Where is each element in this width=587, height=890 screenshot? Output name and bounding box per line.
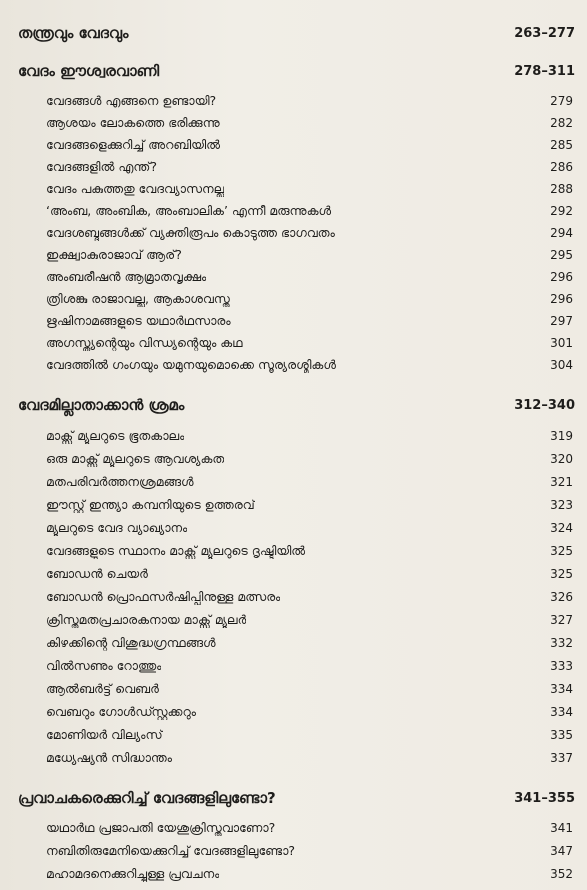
toc-entry (0, 656, 587, 678)
toc-section (0, 20, 587, 48)
toc-entry (0, 495, 587, 517)
toc-section (0, 392, 587, 420)
section-page-range: 278–311 (514, 64, 575, 79)
entry-page: 326 (550, 590, 573, 604)
entry-title: ആശയം ലോകത്തെ ഭരിക്കുന്നു (46, 115, 220, 130)
entry-title: കിഴക്കിന്റെ വിശുദ്ധഗ്രന്ഥങ്ങൾ (46, 635, 216, 650)
toc-entry (0, 725, 587, 747)
toc-entry (0, 633, 587, 655)
entry-title: ബോഡൻ പ്രൊഫസർഷിപ്പിനുള്ള മത്സരം (46, 589, 281, 604)
entry-page: 352 (550, 867, 573, 881)
section-page-range: 341–355 (514, 791, 575, 806)
toc-section (0, 785, 587, 813)
toc-entry (0, 610, 587, 632)
entry-title: ആൽബർട്ട് വെബർ (46, 681, 159, 696)
toc-entry (0, 518, 587, 540)
toc-entry (0, 449, 587, 471)
entry-title: വിൽസണും റോത്തും (46, 658, 162, 673)
entry-title: മോണിയർ വില്യംസ് (46, 727, 163, 742)
entry-page: 321 (550, 475, 573, 489)
entry-title: യഥാർഥ പ്രജാപതി യേശുക്രിസ്തുവാണോ? (46, 820, 276, 835)
entry-page: 337 (550, 751, 573, 765)
entry-title: അഗസ്ത്യന്റെയും വിന്ധ്യന്റെയും കഥ (46, 335, 243, 350)
entry-title: ഈസ്റ്റ് ഇന്ത്യാ കമ്പനിയുടെ ഉത്തരവ് (46, 497, 255, 512)
entry-page: 294 (550, 226, 573, 240)
entry-page: 323 (550, 498, 573, 512)
entry-title: വേദങ്ങളെക്കുറിച്ച് അറബിയിൽ (46, 137, 221, 152)
entry-page: 325 (550, 544, 573, 558)
entry-title: വേദശബ്ദങ്ങൾക്ക് വ്യക്തിരൂപം കൊടുത്ത ഭാഗവതം (46, 225, 335, 240)
toc-entry (0, 333, 587, 355)
entry-title: ഇക്ഷ്വാകുരാജാവ് ആര്? (46, 247, 182, 262)
entry-title: അംബരീഷൻ ആമ്രാതവൃക്ഷം (46, 269, 207, 284)
section-title: വേദമില്ലാതാക്കാൻ ശ്രമം (18, 396, 185, 414)
entry-page: 288 (550, 182, 573, 196)
entry-page: 285 (550, 138, 573, 152)
entry-title: നബിതിരുമേനിയെക്കുറിച്ച് വേദങ്ങളിലുണ്ടോ? (46, 843, 296, 858)
entry-title: വേദത്തിൽ ഗംഗയും യമുനയുമൊക്കെ സൂര്യരശ്മികൾ (46, 357, 336, 372)
entry-title: വെബറും ഗോൾഡ്സ്റ്റക്കറും (46, 704, 196, 719)
entry-title: ‘അംബ, അംബിക, അംബാലിക’ എന്നീ മരുന്നുകൾ (46, 203, 332, 218)
toc-entry (0, 311, 587, 333)
toc-entry (0, 587, 587, 609)
entry-page: 295 (550, 248, 573, 262)
toc-entry (0, 702, 587, 724)
toc-entry (0, 113, 587, 135)
toc-entry (0, 267, 587, 289)
entry-title: ബോഡൻ ചെയർ (46, 566, 148, 581)
toc-entry (0, 157, 587, 179)
toc-entry (0, 818, 587, 840)
entry-page: 327 (550, 613, 573, 627)
toc-entry (0, 564, 587, 586)
entry-page: 319 (550, 429, 573, 443)
entry-title: മതപരിവർത്തനശ്രമങ്ങൾ (46, 474, 194, 489)
toc-entry (0, 748, 587, 770)
entry-page: 333 (550, 659, 573, 673)
entry-title: വേദങ്ങളിൽ എന്ത്? (46, 159, 157, 174)
entry-page: 292 (550, 204, 573, 218)
entry-title: വേദങ്ങൾ എങ്ങനെ ഉണ്ടായി? (46, 93, 217, 108)
section-title: പ്രവാചകരെക്കുറിച്ച് വേദങ്ങളിലുണ്ടോ? (18, 789, 276, 807)
entry-title: മാക്സ് മ്യൂലറുടെ ഭൂതകാലം (46, 428, 185, 443)
section-title: വേദം ഈശ്വരവാണി (18, 62, 160, 80)
entry-title: മധ്യേഷ്യൻ സിദ്ധാന്തം (46, 750, 172, 765)
toc-entry (0, 135, 587, 157)
entry-title: മഹാമദനെക്കുറിച്ചുള്ള പ്രവചനം (46, 866, 220, 881)
entry-page: 324 (550, 521, 573, 535)
toc-entry (0, 245, 587, 267)
entry-page: 334 (550, 705, 573, 719)
toc-entry (0, 91, 587, 113)
entry-page: 334 (550, 682, 573, 696)
toc-entry (0, 679, 587, 701)
toc-entry (0, 179, 587, 201)
entry-page: 341 (550, 821, 573, 835)
entry-page: 335 (550, 728, 573, 742)
entry-page: 286 (550, 160, 573, 174)
toc-entry (0, 541, 587, 563)
entry-page: 297 (550, 314, 573, 328)
entry-page: 347 (550, 844, 573, 858)
toc-entry (0, 841, 587, 863)
toc-entry (0, 426, 587, 448)
section-title: തന്ത്രവും വേദവും (18, 24, 129, 42)
entry-title: ത്രിശങ്കു രാജാവല്ല, ആകാശവസ്തു (46, 291, 230, 306)
section-page-range: 263–277 (514, 26, 575, 41)
entry-title: മ്യൂലറുടെ വേദ വ്യാഖ്യാനം (46, 520, 188, 535)
entry-page: 296 (550, 292, 573, 306)
entry-title: ഋഷിനാമങ്ങളുടെ യഥാർഥസാരം (46, 313, 231, 328)
entry-page: 304 (550, 358, 573, 372)
entry-page: 296 (550, 270, 573, 284)
entry-title: ക്രിസ്തുമതപ്രചാരകനായ മാക്സ് മ്യൂലർ (46, 612, 247, 627)
section-page-range: 312–340 (514, 398, 575, 413)
toc-entry (0, 223, 587, 245)
toc-entry (0, 289, 587, 311)
toc-section (0, 58, 587, 86)
entry-page: 301 (550, 336, 573, 350)
entry-title: ഒരു മാക്സ് മ്യൂലറുടെ ആവശ്യകത (46, 451, 225, 466)
entry-page: 282 (550, 116, 573, 130)
entry-title: വേദങ്ങളുടെ സ്ഥാനം മാക്സ് മ്യൂലറുടെ ദൃഷ്ടിയിൽ (46, 543, 306, 558)
toc-entry (0, 472, 587, 494)
entry-page: 320 (550, 452, 573, 466)
entry-page: 279 (550, 94, 573, 108)
toc-entry (0, 201, 587, 223)
entry-title: വേദം പകുത്തതു വേദവ്യാസനല്ല (46, 181, 225, 196)
entry-page: 325 (550, 567, 573, 581)
entry-page: 332 (550, 636, 573, 650)
toc-entry (0, 355, 587, 377)
toc-entry (0, 864, 587, 886)
